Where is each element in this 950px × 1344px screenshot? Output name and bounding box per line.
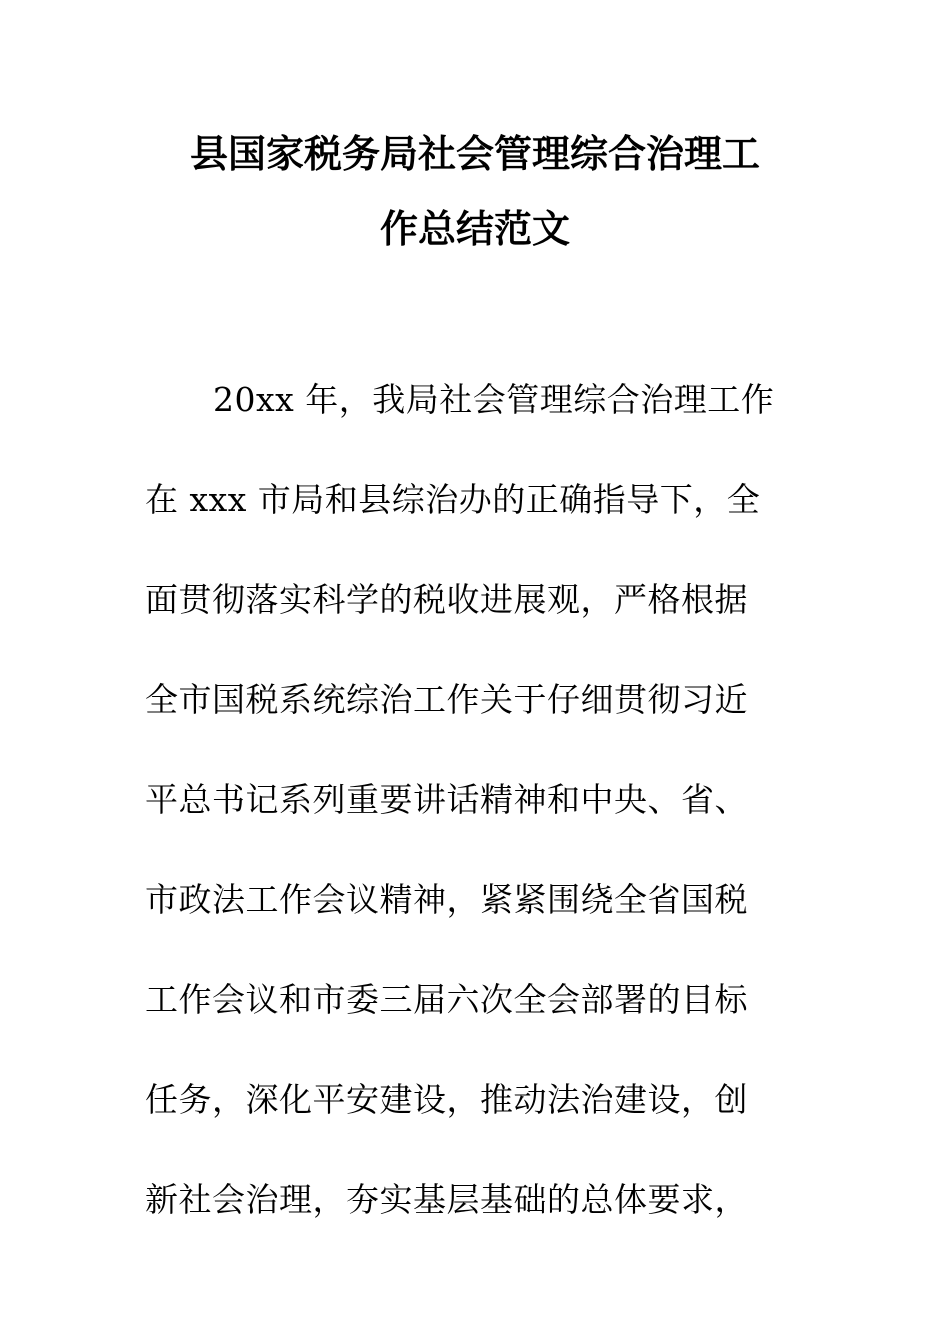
paragraph-line: 全市国税系统综治工作关于仔细贯彻习近 [145, 680, 748, 719]
document-title-line-1: 县国家税务局社会管理综合治理工 [189, 132, 760, 176]
paragraph-line: 任务，深化平安建设，推动法治建设，创 [145, 1080, 748, 1119]
paragraph-line: 市政法工作会议精神，紧紧围绕全省国税 [145, 880, 748, 919]
paragraph-line: 面贯彻落实科学的税收进展观，严格根据 [145, 580, 748, 619]
paragraph-line: 工作会议和市委三届六次全会部署的目标 [145, 980, 748, 1019]
paragraph-line: 新社会治理，夯实基层基础的总体要求， [145, 1180, 748, 1219]
paragraph-line: 平总书记系列重要讲话精神和中央、省、 [145, 780, 748, 819]
document-title-line-2: 作总结范文 [379, 207, 570, 251]
paragraph-line: 在 xxx 市局和县综治办的正确指导下，全 [145, 480, 761, 519]
paragraph-line: 20xx 年，我局社会管理综合治理工作 [213, 380, 775, 419]
